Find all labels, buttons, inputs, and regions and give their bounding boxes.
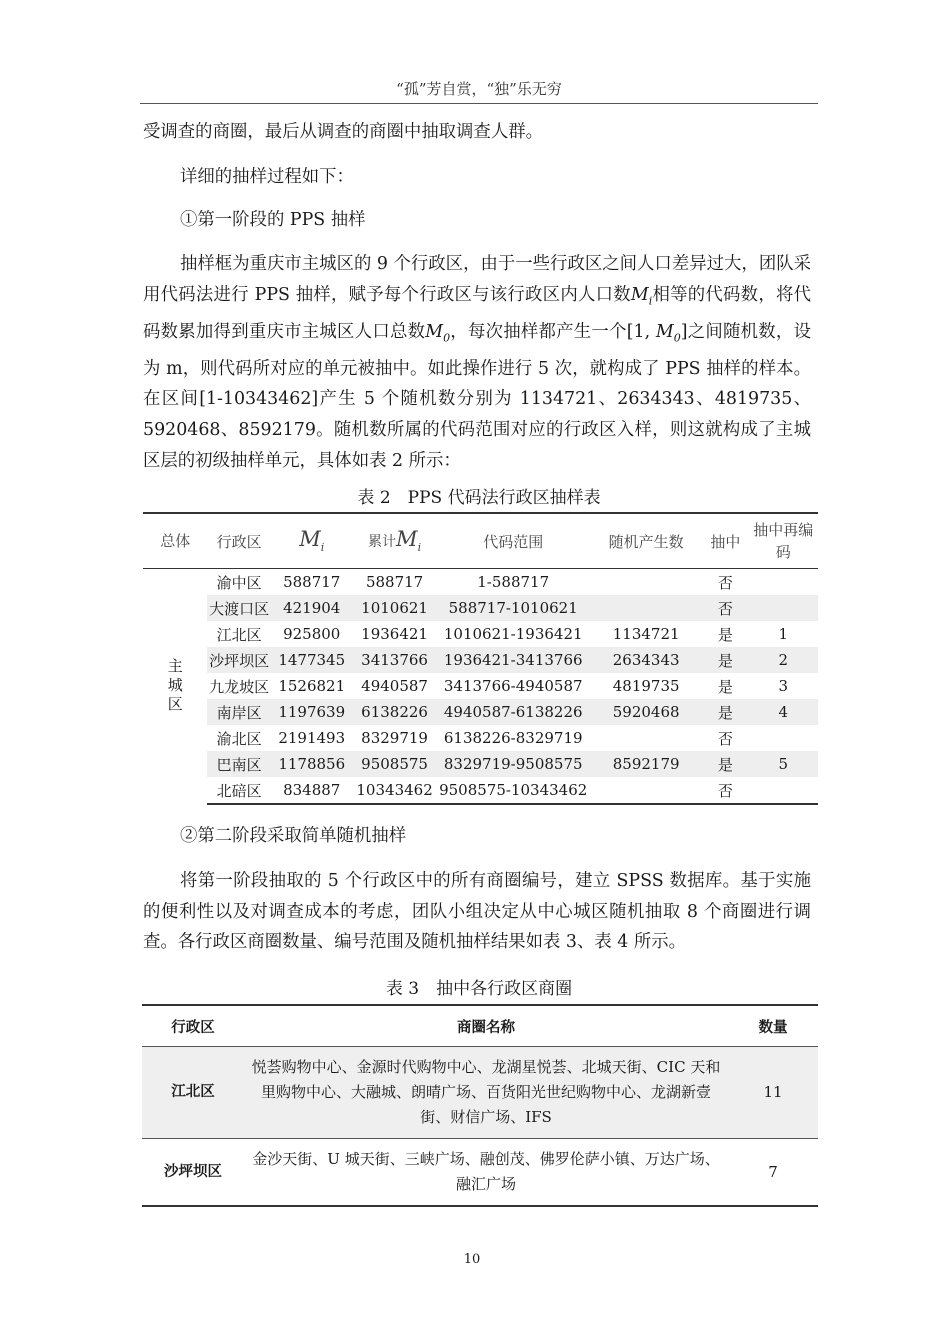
cell-mi: 588717	[283, 573, 341, 591]
cell-district: 江北区	[216, 625, 262, 644]
cell-random	[590, 595, 703, 621]
cell-renumber: 5	[748, 751, 818, 777]
table-2	[143, 512, 818, 805]
paragraph-1: 受调查的商圈，最后从调查的商圈中抽取调查人群。	[143, 122, 543, 142]
math-m0: $M_0$	[425, 321, 451, 345]
table-row	[143, 699, 818, 725]
cell-range: 4940587-6138226	[437, 699, 590, 725]
cell-selected: 否	[702, 777, 748, 804]
cell-selected: 是	[702, 647, 748, 673]
header-rule	[140, 103, 818, 104]
cell-renumber	[748, 595, 818, 621]
interval-open: [1,	[626, 321, 656, 342]
cell-district: 渝北区	[216, 729, 262, 748]
table-row	[143, 595, 818, 621]
cell-names: 金沙天街、U 城天街、三峡广场、融创茂、佛罗伦萨小镇、万达广场、融汇广场	[244, 1139, 728, 1207]
cell-random: 5920468	[590, 699, 703, 725]
cell-selected: 否	[717, 729, 733, 748]
paragraph-4-part-d: 之间随机数，设为 m，则代码所对应的单元被抽中。如此操作进行 5 次，就构成了 PPS 抽样的样本。在区间[1-10343462]产生 5 个随机数分别为 1134721、2634343、4819735、5920468、8592179。随机数所属的代码范围对应的行政区入样，则这就构成了主城区层的初级抽样单元，具体如表 2 所示：	[143, 321, 811, 471]
cell-cum: 588717	[365, 573, 424, 591]
paragraph-2: 详细的抽样过程如下：	[180, 167, 354, 187]
cell-count: 11	[728, 1047, 818, 1139]
cell-selected: 否	[717, 573, 733, 592]
cell-mi: 1526821	[278, 677, 346, 695]
cell-range: 9508575-10343462	[437, 777, 590, 804]
cell-mi: 421904	[271, 595, 353, 621]
table-3-header-row	[142, 1005, 818, 1047]
cell-random	[590, 569, 703, 596]
cell-cum: 9508575	[353, 751, 437, 777]
cell-cum: 3413766	[353, 647, 437, 673]
cell-names: 悦荟购物中心、金源时代购物中心、龙湖星悦荟、北城天街、CIC 天和里购物中心、大融城、朗晴广场、百货阳光世纪购物中心、龙湖新壹街、财信广场、IFS	[244, 1047, 728, 1139]
group-cell: 主城区	[165, 658, 184, 715]
header-mi: $M_i$	[271, 513, 353, 569]
cell-cum: 1936421	[361, 625, 428, 643]
cell-renumber: 2	[748, 647, 818, 673]
cell-district: 江北区	[142, 1047, 244, 1139]
cell-random	[590, 777, 703, 804]
header-district: 行政区	[207, 513, 270, 569]
cell-district: 渝中区	[216, 573, 262, 592]
header-code-range: 代码范围	[437, 513, 590, 569]
table-3-caption: 表 3 抽中各行政区商圈	[385, 979, 573, 999]
cell-district: 南岸区	[207, 699, 270, 725]
cell-range: 588717-1010621	[437, 595, 590, 621]
table-row	[143, 751, 818, 777]
paragraph-4-part-c: ，每次抽样都产生一个	[450, 321, 627, 342]
page-number: 10	[463, 1252, 481, 1267]
cell-range: 8329719-9508575	[437, 751, 590, 777]
table-3	[142, 1004, 818, 1207]
cell-range: 1936421-3413766	[437, 647, 590, 673]
cell-range: 3413766-4940587	[443, 677, 583, 695]
cell-random: 1134721	[612, 625, 680, 643]
cell-district: 九龙坡区	[209, 677, 270, 696]
cell-selected: 是	[717, 625, 733, 644]
paragraph-4-part-a: 抽样框为重庆市主城区的 9 个行政区，由于一些行政区之间人口差异过大，团队采用代码法进行 PPS 抽样，赋予每个行政区与该行政区内人口数	[143, 254, 811, 305]
table-row	[143, 647, 818, 673]
table-row	[143, 777, 818, 804]
cell-selected: 是	[702, 751, 748, 777]
cell-renumber: 3	[778, 677, 788, 695]
table-row	[143, 621, 818, 647]
cell-mi: 1178856	[271, 751, 353, 777]
paragraph-4	[143, 249, 811, 476]
header-total: 总体	[143, 513, 207, 569]
interval-close: ]	[680, 321, 688, 342]
table-2-header-row	[143, 513, 818, 569]
cell-mi: 2191493	[278, 729, 346, 747]
cell-selected: 是	[717, 677, 733, 696]
cell-random	[590, 725, 703, 751]
cell-count: 7	[728, 1139, 818, 1207]
cell-selected: 是	[702, 699, 748, 725]
cell-renumber	[748, 725, 818, 751]
cell-cum: 1010621	[353, 595, 437, 621]
cell-mi: 1477345	[271, 647, 353, 673]
cell-mi: 1197639	[271, 699, 353, 725]
math-m0-interval: $M_0$	[655, 321, 681, 345]
cell-district: 北碚区	[207, 777, 270, 804]
cell-district: 巴南区	[207, 751, 270, 777]
table-row	[143, 673, 818, 699]
running-header: “孤”芳自赏，“独”乐无穷	[396, 80, 562, 98]
cell-cum: 4940587	[361, 677, 428, 695]
table-row	[142, 1047, 818, 1139]
cell-mi: 834887	[271, 777, 353, 804]
cell-cum: 8329719	[361, 729, 428, 747]
header-district: 行政区	[142, 1005, 244, 1047]
header-random-number: 随机产生数	[590, 513, 703, 569]
cell-district: 大渡口区	[207, 595, 270, 621]
cell-cum: 10343462	[353, 777, 437, 804]
table-2-caption: 表 2 PPS 代码法行政区抽样表	[357, 488, 601, 508]
header-cumulative-mi: 累计$M_i$	[353, 513, 437, 569]
cell-random: 2634343	[590, 647, 703, 673]
cell-renumber: 4	[748, 699, 818, 725]
cell-mi: 925800	[283, 625, 341, 643]
cell-cum: 6138226	[353, 699, 437, 725]
cell-selected: 否	[702, 595, 748, 621]
cell-district: 沙坪坝区	[207, 647, 270, 673]
table-row	[143, 725, 818, 751]
paragraph-3: ①第一阶段的 PPS 抽样	[180, 210, 366, 230]
table-row	[143, 569, 818, 596]
header-selected: 抽中	[702, 513, 748, 569]
header-renumber: 抽中再编码	[748, 513, 818, 569]
cell-district: 沙坪坝区	[142, 1139, 244, 1207]
cell-random: 8592179	[590, 751, 703, 777]
cell-random: 4819735	[612, 677, 680, 695]
paragraph-4-part-b: 相等的代码数，将代码数累加得到重庆市主城区人口总数	[143, 284, 811, 342]
paragraph-5: ②第二阶段采取简单随机抽样	[180, 826, 407, 846]
cell-range: 1010621-1936421	[443, 625, 583, 643]
math-mi: $M_i$	[630, 284, 653, 308]
cell-range: 6138226-8329719	[443, 729, 583, 747]
cell-renumber: 1	[778, 625, 788, 643]
cell-renumber	[748, 777, 818, 804]
header-business-circle-names: 商圈名称	[244, 1005, 728, 1047]
header-count: 数量	[728, 1005, 818, 1047]
paragraph-6: 将第一阶段抽取的 5 个行政区中的所有商圈编号，建立 SPSS 数据库。基于实施的便利性以及对调查成本的考虑，团队小组决定从中心城区随机抽取 8 个商圈进行调查。各行政区商圈数量、编号范围及随机抽样结果如表 3、表 4 所示。	[143, 871, 811, 953]
cell-range: 1-588717	[477, 573, 550, 591]
table-row	[142, 1139, 818, 1207]
cell-renumber	[748, 569, 818, 596]
